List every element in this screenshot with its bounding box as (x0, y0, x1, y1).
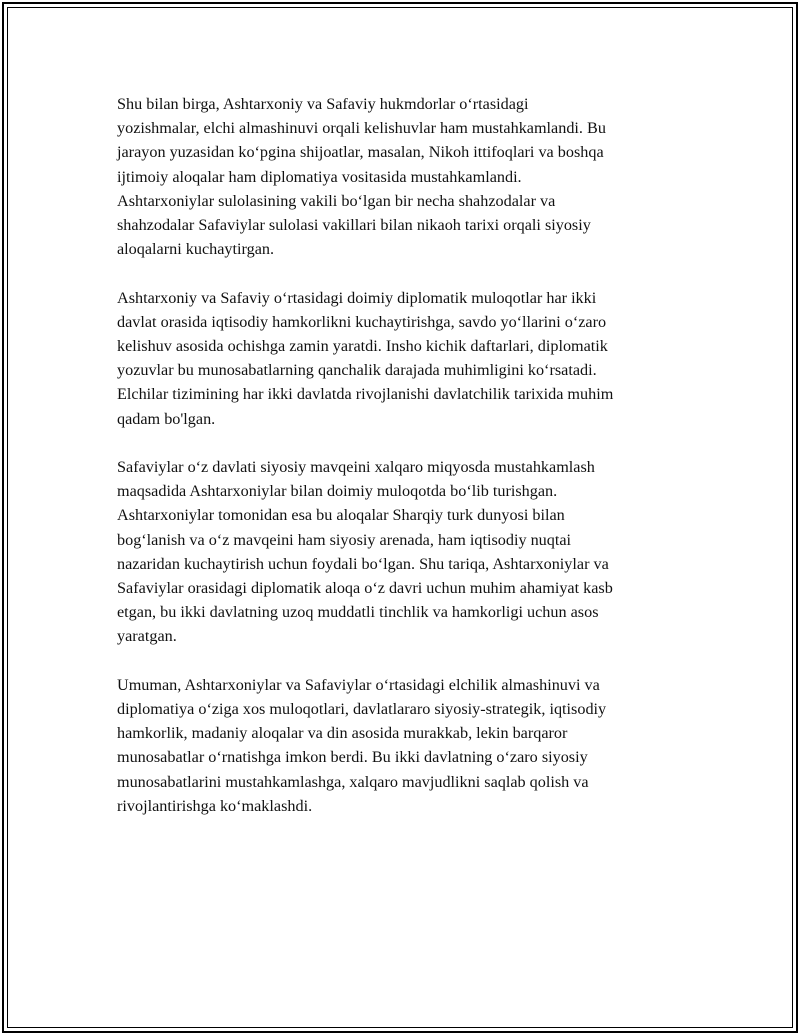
text-line: Umuman, Ashtarxoniylar va Safaviylar oʻrtasidagi elchilik almashinuvi va (117, 675, 600, 694)
paragraph-3 (117, 455, 697, 649)
text-line: yozishmalar, elchi almashinuvi orqali kelishuvlar ham mustahkamlandi. Bu (117, 119, 606, 138)
text-line: Ashtarxoniylar tomonidan esa bu aloqalar Sharqiy turk dunyosi bilan (117, 506, 565, 525)
text-line: davlat orasida iqtisodiy hamkorlikni kuchaytirishga, savdo yoʻllarini oʻzaro (117, 312, 607, 331)
text-line: jarayon yuzasidan koʻpgina shijoatlar, masalan, Nikoh ittifoqlari va boshqa (117, 143, 604, 162)
text-line: Ashtarxoniy va Safaviy oʻrtasidagi doimiy diplomatik muloqotlar har ikki (117, 288, 597, 307)
paragraph-4 (117, 673, 697, 818)
document-body (117, 92, 697, 842)
text-line: bogʻlanish va oʻz mavqeini ham siyosiy arenada, ham iqtisodiy nuqtai (117, 530, 572, 549)
text-line: ijtimoiy aloqalar ham diplomatiya vositasida mustahkamlandi. (117, 167, 522, 186)
text-line: Shu bilan birga, Ashtarxoniy va Safaviy hukmdorlar oʻrtasidagi (117, 95, 529, 113)
text-line: qadam bo'lgan. (117, 409, 216, 428)
text-line: munosabatlarini mustahkamlashga, xalqaro mavjudlikni saqlab qolish va (117, 772, 589, 791)
text-line: nazaridan kuchaytirish uchun foydali boʻlgan. Shu tariqa, Ashtarxoniylar va (117, 554, 609, 573)
text-line: Ashtarxoniylar sulolasining vakili boʻlgan bir necha shahzodalar va (117, 191, 556, 210)
text-line: Safaviylar oʻz davlati siyosiy mavqeini xalqaro miqyosda mustahkamlash (117, 458, 595, 477)
text-line: munosabatlar oʻrnatishga imkon berdi. Bu ikki davlatning oʻzaro siyosiy (117, 748, 588, 767)
text-line: rivojlantirishga koʻmaklashdi. (117, 796, 313, 815)
text-line: kelishuv asosida ochishga zamin yaratdi. Insho kichik daftarlari, diplomatik (117, 337, 608, 356)
text-line: Safaviylar orasidagi diplomatik aloqa oʻz davri uchun muhim ahamiyat kasb (117, 579, 613, 598)
paragraph-1 (117, 92, 697, 261)
text-line: diplomatiya oʻziga xos muloqotlari, davlatlararo siyosiy-strategik, iqtisodiy (117, 700, 607, 719)
text-line: yozuvlar bu munosabatlarning qanchalik darajada muhimligini koʻrsatadi. (117, 361, 597, 380)
text-line: yaratgan. (117, 627, 177, 646)
text-line: aloqalarni kuchaytirgan. (117, 240, 275, 259)
text-line: shahzodalar Safaviylar sulolasi vakillari bilan nikaoh tarixi orqali siyosiy (117, 216, 591, 235)
text-line: Elchilar tizimining har ikki davlatda rivojlanishi davlatchilik tarixida muhim (117, 385, 614, 404)
text-line: etgan, bu ikki davlatning uzoq muddatli tinchlik va hamkorligi uchun asos (117, 603, 599, 622)
text-line: hamkorlik, madaniy aloqalar va din asosida murakkab, lekin barqaror (117, 724, 568, 743)
paragraph-2 (117, 286, 697, 431)
text-line: maqsadida Ashtarxoniylar bilan doimiy muloqotda boʻlib turishgan. (117, 482, 558, 501)
